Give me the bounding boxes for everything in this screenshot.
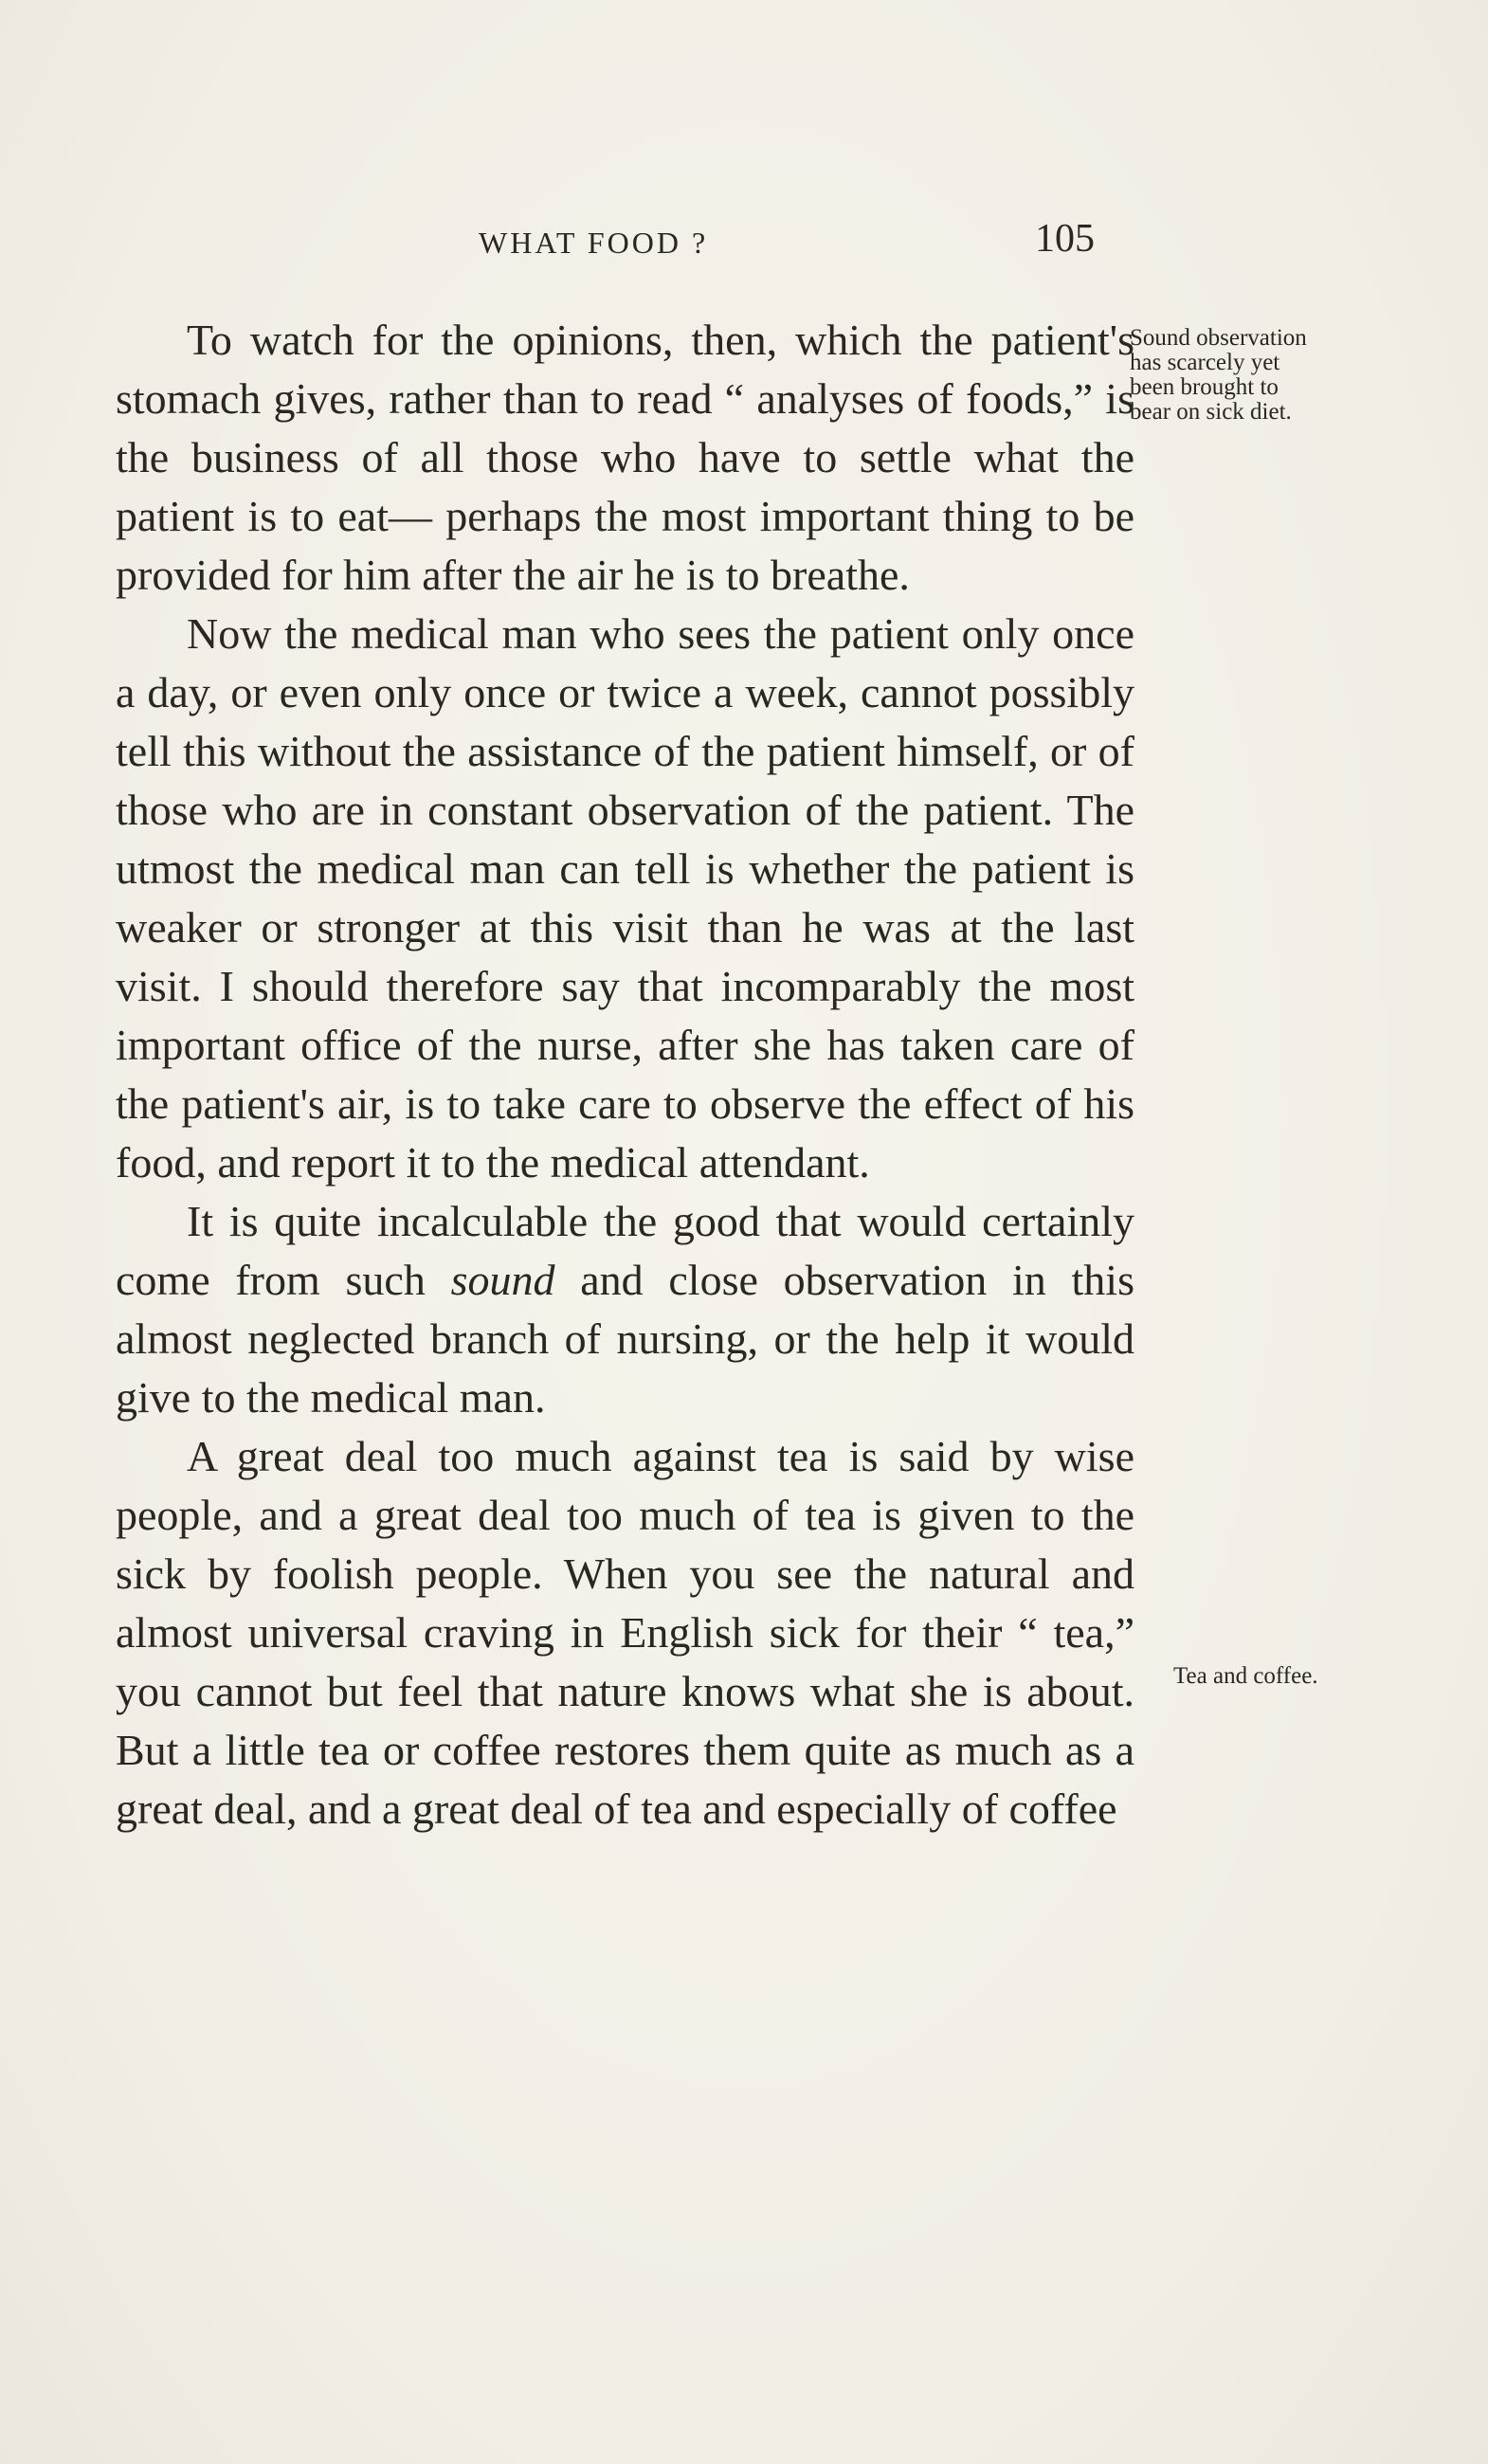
margin-note-sound-observation: Sound observation has scarcely yet been brought to bear on sick diet. <box>1130 325 1307 425</box>
paragraph-3-text-end: and close observation in this almost neglected branch of nursing, or the help it would give to the medical man. <box>116 1256 1134 1422</box>
margin-note-tea-coffee: Tea and coffee. <box>1173 1663 1318 1689</box>
paragraph-4: A great deal too much against tea is said by wise people, and a great deal too much of tea is given to the sick by foolish people. When you see the natural and almost universal craving in English sick for their “ tea,” you cannot but feel that nature knows what she is about. But a little tea or coffee restores them quite as much as a great deal, and a great deal of tea and especially of coffee <box>116 1432 1134 1833</box>
page-number: 105 <box>1035 217 1095 261</box>
paragraph-2: Now the medical man who sees the patient only once a day, or even only once or twice a week, cannot possibly tell this without the assistance of the patient himself, or of those who are in constant observation of the patient. The utmost the medical man can tell is whether the patient is weaker or stronger at this visit than he was at the last visit. I should therefore say that incomparably the most important office of the nurse, after she has taken care of the patient's air, is to take care to observe the effect of his food, and report it to the medical attendant. <box>116 609 1134 1187</box>
italic-word: sound <box>450 1256 555 1304</box>
paragraph-3-text-start: It is quite incalculable the good that would certainly come from such <box>116 1197 1134 1304</box>
running-head: WHAT FOOD ? <box>479 226 709 260</box>
paragraph-3 <box>116 1192 1134 1427</box>
body-text <box>116 311 1134 1839</box>
paragraph-1: To watch for the opinions, then, which the patient's stomach gives, rather than to read “ analyses of foods,” is the business of all those who have to settle what the patient is to eat— perhaps the most important thing to be provided for him after the air he is to breathe. <box>116 316 1134 599</box>
